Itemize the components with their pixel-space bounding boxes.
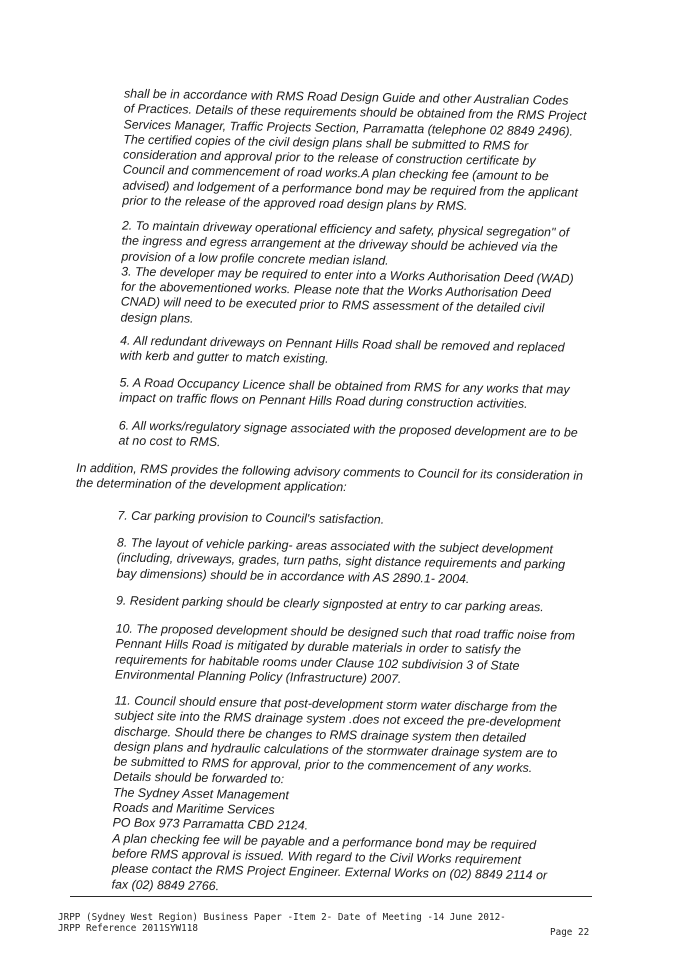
footer-business-paper: JRPP (Sydney West Region) Business Paper -Item 2- Date of Meeting -14 June 2012-	[58, 912, 506, 923]
paragraph-item-5: 5. A Road Occupancy Licence shall be obtained from RMS for any works that may impact on traffic flows on Pennant Hills Road during construction activities.	[119, 375, 570, 412]
paragraph-item-4: 4. All redundant driveways on Pennant Hills Road shall be removed and replaced with kerb and gutter to match existing.	[119, 333, 565, 367]
footer-divider	[70, 896, 592, 897]
paragraph-item-6: 6. All works/regulatory signage associated with the proposed development are to be at no cost to RMS.	[118, 418, 578, 450]
paragraph-item-8: 8. The layout of vehicle parking- areas associated with the subject development (including, driveways, grades, turn paths, sight distance requirements and parking bay dimensions) should be in accordance with AS 2890.1- 2004.	[116, 535, 566, 586]
paragraph-items-2-3: 2. To maintain driveway operational efficiency and safety, physical segregation" of the ingress and egress arrangement at the driveway should be achieved via the provision of a low profile concrete median island. 3. The developer may be required to enter into a Works Authorisation Deed (WAD) for the abovementioned works. Please note that the Works Authorisation Deed CNAD) will need to be executed prior to RMS assessment of the detailed civil design plans.	[120, 218, 574, 326]
paragraph-design-requirements: shall be in accordance with RMS Road Design Guide and other Australian Codes of Practices. Details of these requirements should be obtained from the RMS Project Services Manager, Traffic Projects Section, Parramatta (telephone 02 8849 2496). The certified copies of the civil design plans shall be submitted to RMS for consideration and approval prior to the release of construction certificate by Council and commencement of road works.A plan checking fee (amount to be advised) and lodgement of a performance bond may be required from the applicant prior to the release of the approved road design plans by RMS.	[122, 86, 587, 214]
paragraph-item-7: 7. Car parking provision to Council's satisfaction.	[117, 508, 385, 527]
paragraph-advisory-intro: In addition, RMS provides the following advisory comments to Council for its consideration in the determination of the development application:	[75, 460, 584, 495]
paragraph-item-11: 11. Council should ensure that post-development storm water discharge from the subject site into the RMS drainage system .does not exceed the pre-development discharge. Should there be changes to RMS drainage system then detailed design plans and hydraulic calculations of the stormwater drainage system are to be submitted to RMS for approval, prior to the commencement of any works. Details should be forwarded to: The Sydney Asset Management Roads and Maritime Services PO Box 973 Parramatta CBD 2124. A plan checking fee will be payable and a performance bond may be required before RMS approval is issued. With regard to the Civil Works requirement please contact the RMS Project Engineer. External Works on (02) 8849 2114 or fax (02) 8849 2766.	[111, 693, 561, 893]
paragraph-item-9: 9. Resident parking should be clearly signposted at entry to car parking areas.	[115, 593, 544, 615]
footer-reference: JRPP Reference 2011SYW118	[58, 923, 198, 934]
paragraph-item-10: 10. The proposed development should be designed such that road traffic noise from Pennant Hills Road is mitigated by durable materials in order to satisfy the requirements for habitable rooms under Clause 102 subdivision 3 of State Environmental Planning Policy (Infrastructure) 2007.	[114, 621, 576, 686]
page-number: Page 22	[550, 927, 590, 938]
